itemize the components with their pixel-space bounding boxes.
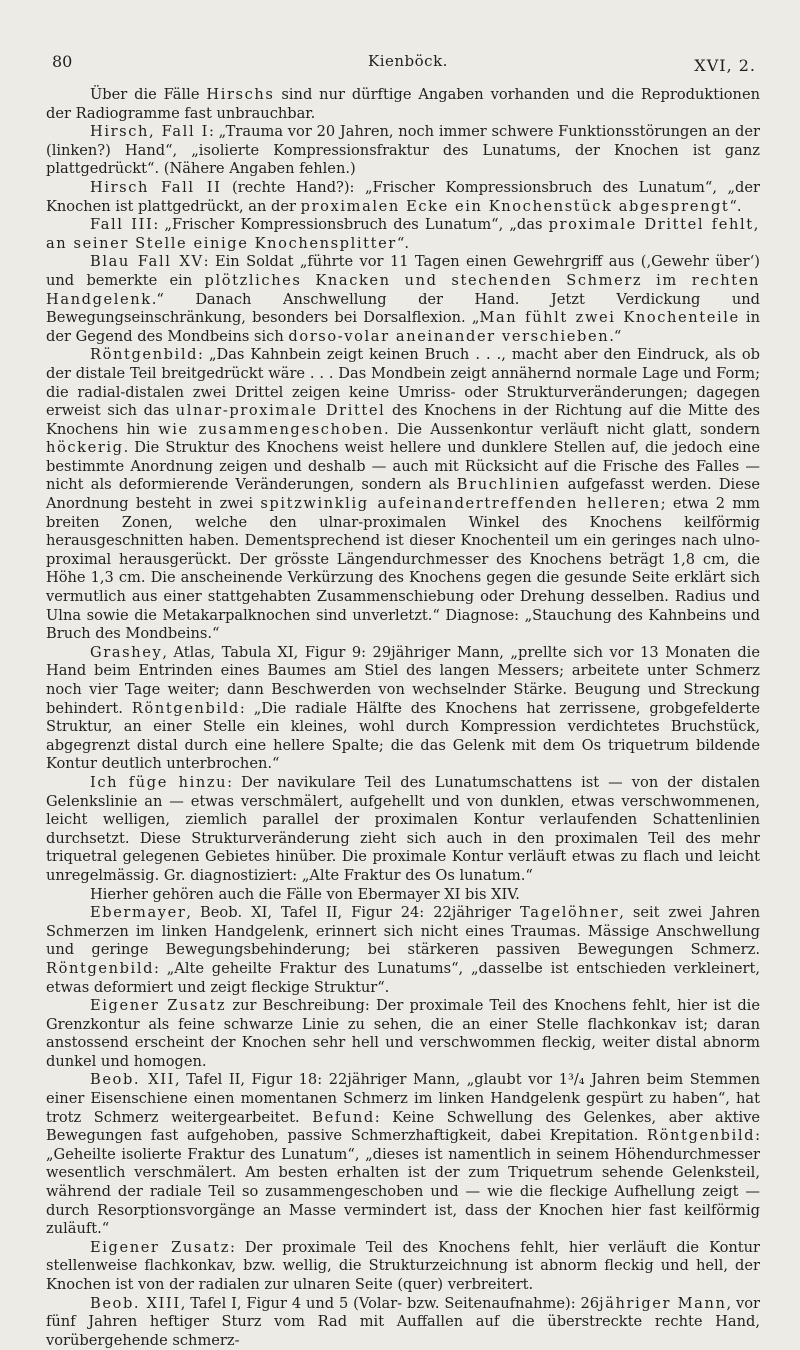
text-run: , vor fünf Jahren heftiger Sturz vom Rad mit Auffallen auf die überstreckte rechte Hand, vorübergehende schmerz- [46, 1294, 760, 1349]
spaced-emphasis-text: Eigener Zusatz [90, 1238, 230, 1256]
spaced-emphasis-text: Röntgenbild [131, 699, 240, 717]
volume-number: XVI, 2. [694, 56, 756, 75]
body-text [46, 86, 760, 1350]
text-run: in der Gegend des Mondbeins sich [46, 309, 760, 345]
paragraph [46, 86, 760, 123]
text-run: (rechte Hand?): „Frischer Kompressionsbruch des Lunatum“, „der Knochen ist plattgedrückt, an der [46, 178, 760, 215]
paragraph [46, 253, 760, 346]
text-run: ; etwa 2 mm breiten Zonen, welche den ulnar-proximalen Winkel des Knochens keilförmig herausgeschnitten haben. Dementsprechend ist dieser Knochenteil um ein geringes nach ulno-proximal herausgerückt. Der grösste Längendurchmesser des Knochens beträgt 1,8 cm, die Höhe 1,3 cm. Die anscheinende Verkürzung des Knochens gegen die gesunde Seite erklärt sich vermutlich aus einer stattgehabten Zusammenschiebung oder Drehung desselben. Radius und Ulna sowie die Metakarpalknochen sind unverletzt.“ Diagnose: „Stauchung des Kahnbeins und Bruch des Mondbeins.“ [46, 495, 761, 643]
text-run: . Die Aussenkontur verläuft nicht glatt, sondern [384, 420, 760, 438]
spaced-emphasis-text: proximale Drittel fehlt, an seiner Stelle einige Knochensplitter [46, 216, 760, 252]
text-run: : Ein Soldat „führte vor 11 Tagen einen Gewehrgriff aus (‚Gewehr über‘) und bemerkte ein [46, 253, 760, 289]
text-run: : „Das Kahnbein zeigt keinen Bruch . . ., macht aber den Eindruck, als ob der distale Teil breitgedrückt wäre . . . Das Mondbein zeigt annähernd normale Lage und Form; die radial-distalen zwei Drittel zeigen keine Umriss- oder Strukturveränderungen; dagegen erweist sich das [46, 346, 760, 420]
paragraph [46, 179, 760, 216]
spaced-emphasis-text: Ich füge hinzu [90, 773, 228, 791]
text-run: des Knochens in der Richtung auf die Mitte des Knochens hin [46, 402, 760, 438]
text-run: , Tafel I, Figur 4 und 5 (Volar- bzw. Seitenaufnahme): 26 [180, 1294, 600, 1312]
spaced-emphasis-text: Röntgenbild [46, 959, 155, 977]
page-number: 80 [52, 52, 73, 71]
paragraph [46, 886, 760, 905]
text-run: : Der navikulare Teil des Lunatumschattens ist — von der distalen Gelenkslinie an — etwas verschmälert, aufgehellt und von dunklen, etwas verschwommenen, leicht welligen, ziemlich parallel der proximalen Kontur verlaufenden Schattenlinien durchsetzt. Diese Strukturveränderung zieht sich auch in den proximalen Teil des mehr triquetral gelegenen Gebietes hinüber. Die proximale Kontur verläuft etwas zu flach und leicht unregelmässig. Gr. diagnostiziert: „Alte Fraktur des Os lunatum.“ [46, 773, 761, 884]
spaced-emphasis-text: wie zusammengeschoben [158, 420, 385, 438]
text-run: : Der proximale Teil des Knochens fehlt, hier verläuft die Kontur stellenweise flachkonkav, bzw. wellig, die Strukturzeichnung ist abnorm fleckig und hell, der Knochen ist von der radialen zur ulnaren Seite (quer) verbreitert. [46, 1238, 760, 1293]
text-run: “. [729, 197, 742, 215]
spaced-emphasis-text: Befund [312, 1108, 375, 1126]
text-run: , Atlas, Tabula XI, Figur 9: 29jähriger Mann, „prellte sich vor 13 Monaten die Hand beim Entrinden eines Baumes am Stiel des langen Messers; arbeitete unter Schmerz noch vier Tage weiter; dann Beschwerden von wechselnder Stärke. Beugung und Streckung behindert. [46, 643, 760, 717]
spaced-emphasis-text: Blau Fall XV [90, 253, 204, 271]
text-run: , Tafel II, Figur 18: 22jähriger Mann, „glaubt vor 1³/₄ Jahren beim Stemmen einer Eisenschiene einen momentanen Schmerz im linken Handgelenk gespürt zu haben“, hat trotz Schmerz weitergearbeitet. [46, 1071, 761, 1126]
text-run: : „Frischer Kompressionsbruch des Lunatum“, „das [153, 216, 549, 234]
paragraph [46, 997, 760, 1071]
paragraph [46, 1239, 760, 1295]
spaced-emphasis-text: Hirschs [206, 86, 275, 103]
spaced-emphasis-text: Ebermayer [90, 904, 187, 922]
text-run: , seit zwei Jahren Schmerzen im linken Handgelenk, erinnert sich nicht eines Traumas. Mässige Anschwellung und geringe Bewegungsbehinderung; bei stärkeren passiven Bewegungen Schmerz. [46, 904, 760, 959]
text-run: . Die Struktur des Knochens weist hellere und dunklere Stellen auf, die jedoch eine bestimmte Anordnung zeigen und deshalb — auch mit Rücksicht auf die Frische des Falles — nicht als deformierende Veränderungen, sondern als [46, 439, 760, 494]
text-run: sind nur dürftige Angaben vorhanden und die Reproduktionen der Radiogramme fast unbrauchbar. [46, 86, 760, 122]
paragraph [46, 216, 760, 253]
spaced-emphasis-text: Hirsch, Fall I [90, 123, 209, 141]
text-run: .“ Danach Anschwellung der Hand. Jetzt Verdickung und Bewegungseinschränkung, besonders bei Dorsalflexion. „ [46, 290, 760, 327]
spaced-emphasis-text: plötzliches Knacken und stechenden Schmerz im rechten Handgelenk [46, 271, 760, 308]
spaced-emphasis-text: Röntgenbild [647, 1127, 756, 1145]
paragraph [46, 644, 760, 774]
paragraph [46, 123, 760, 179]
text-run: aufgefasst werden. Diese Anordnung besteht in zwei [46, 476, 760, 513]
spaced-emphasis-text: dorso-volar aneinander verschieben [288, 327, 610, 345]
spaced-emphasis-text: spitzwinklig aufeinandertreffenden helleren [260, 495, 661, 513]
text-run: : „Trauma vor 20 Jahren, noch immer schwere Funktionsstörungen an der (linken?) Hand“, „isolierte Kompressionsfraktur des Lunatums, der Knochen ist ganz plattgedrückt“. (Nähere Angaben fehlen.) [46, 123, 760, 178]
spaced-emphasis-text: Grashey [90, 643, 163, 661]
spaced-emphasis-text: Eigener Zusatz [90, 997, 227, 1015]
page-header [0, 52, 800, 78]
text-run: : „Geheilte isolierte Fraktur des Lunatum“, „dieses ist namentlich in seinem Höhendurchmesser wesentlich verschmälert. Am besten erhalten ist der zum Triquetrum sehende Gelenksteil, während der radiale Teil so zusammengeschoben und — wie die fleckige Aufhellung zeigt — durch Resorptionsvorgänge an Masse vermindert ist, dass der Knochen hier fast keilförmig zuläuft.“ [46, 1127, 760, 1238]
spaced-emphasis-text: Fall III [90, 216, 154, 234]
spaced-emphasis-text: Man fühlt zwei Knochenteile [479, 309, 740, 327]
text-run: : „Die radiale Hälfte des Knochens hat zerrissene, grobgefelderte Struktur, an einer Stelle ein kleines, wohl durch Kompression verdichtetes Bruchstück, abgegrenzt distal durch eine hellere Spalte; die das Gelenk mit dem Os triquetrum bildende Kontur deutlich unterbrochen.“ [46, 699, 760, 773]
text-run: zur Beschreibung: Der proximale Teil des Knochens fehlt, hier ist die Grenzkontur als feine schwarze Linie zu sehen, die an einer Stelle flachkonkav ist; daran anstossend erscheint der Knochen sehr hell und verschwommen fleckig, weiter distal abnorm dunkel und homogen. [46, 997, 760, 1070]
paragraph [46, 774, 760, 886]
paragraph [46, 904, 760, 997]
spaced-emphasis-text: Bruchlinien [456, 476, 561, 494]
spaced-emphasis-text: Tagelöhner [520, 904, 620, 922]
paragraph [46, 1071, 760, 1238]
text-run: Über die Fälle [90, 86, 207, 103]
spaced-emphasis-text: Röntgenbild [90, 346, 199, 364]
text-run: , Beob. XI, Tafel II, Figur 24: 22jähriger [186, 904, 521, 922]
spaced-emphasis-text: Beob. XIII [90, 1294, 181, 1312]
text-run: “. [396, 234, 409, 252]
spaced-emphasis-text: proximalen Ecke ein Knochenstück abgesprengt [300, 197, 730, 215]
text-run: .“ [609, 327, 622, 345]
text-run: : „Alte geheilte Fraktur des Lunatums“, „dasselbe ist entschieden verkleinert, etwas deformiert und zeigt fleckige Struktur“. [46, 959, 760, 996]
spaced-emphasis-text: ulnar-proximale Drittel [175, 402, 386, 420]
text-run: : Keine Schwellung des Gelenkes, aber aktive Bewegungen fast aufgehoben, passive Schmerzhaftigkeit, dabei Krepitation. [46, 1108, 760, 1145]
spaced-emphasis-text: Beob. XII [90, 1071, 176, 1089]
paragraph [46, 1295, 760, 1350]
spaced-emphasis-text: Hirsch Fall II [90, 178, 222, 196]
spaced-emphasis-text: jähriger Mann [599, 1294, 727, 1312]
running-head: Kienböck. [368, 52, 448, 70]
spaced-emphasis-text: höckerig [46, 439, 124, 457]
paragraph [46, 346, 760, 644]
text-run: Hierher gehören auch die Fälle von Ebermayer XI bis XIV. [90, 885, 520, 903]
